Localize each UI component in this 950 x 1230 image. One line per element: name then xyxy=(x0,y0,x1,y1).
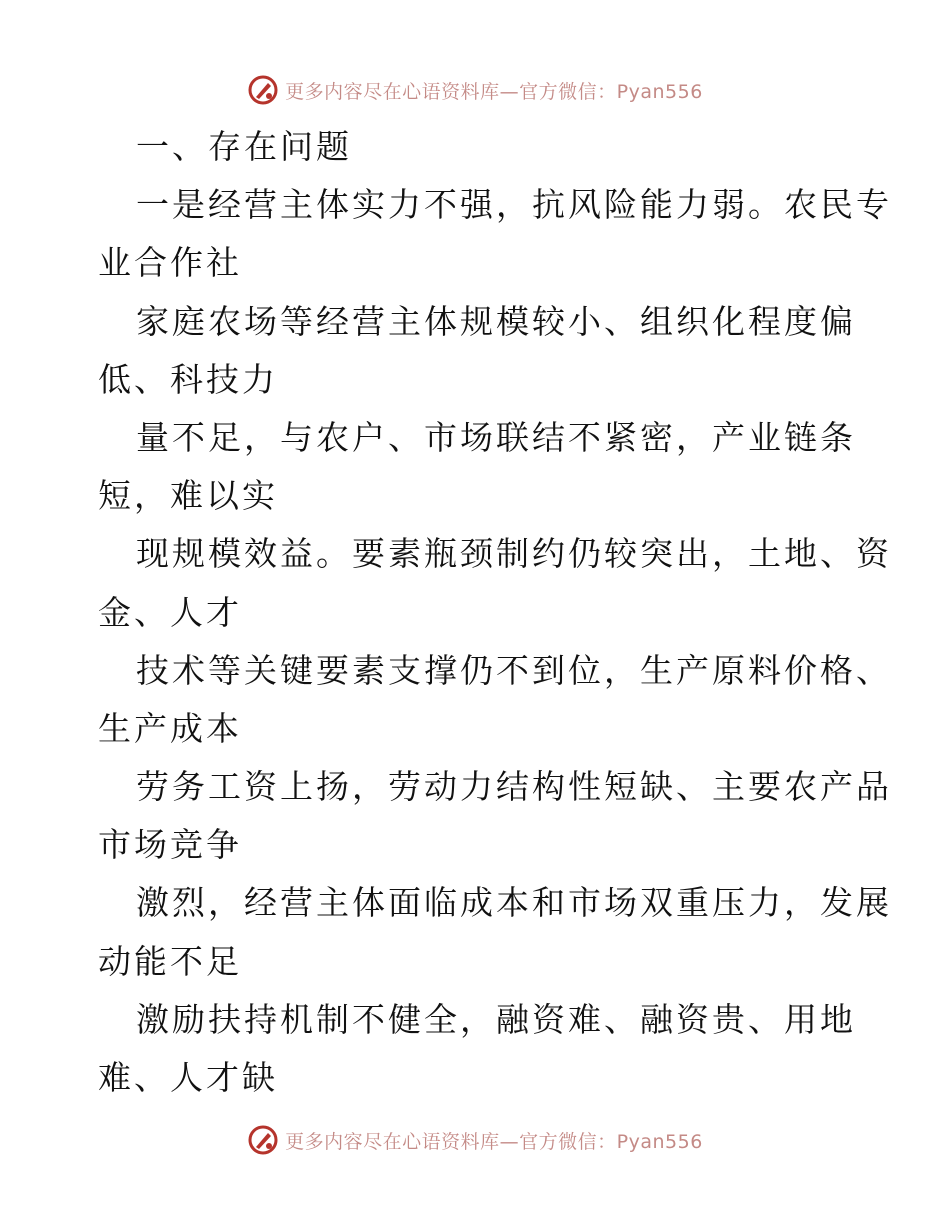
paragraph-line: 家庭农场等经营主体规模较小、组织化程度偏 xyxy=(136,301,856,341)
paragraph-line: 现规模效益。要素瓶颈制约仍较突出，土地、资 xyxy=(136,534,892,574)
paragraph-line: 金、人才 xyxy=(98,592,242,632)
paragraph-line: 难、人才缺 xyxy=(98,1058,278,1097)
pen-logo-icon xyxy=(247,1124,279,1156)
paragraph-line: 生产成本 xyxy=(98,708,242,748)
pen-logo-icon xyxy=(247,74,279,106)
header-banner-text: 更多内容尽在心语资料库—官方微信：Pyan556 xyxy=(285,80,703,103)
paragraph-line: 量不足，与农户、市场联结不紧密，产业链条 xyxy=(136,417,856,457)
footer-banner-text: 更多内容尽在心语资料库—官方微信：Pyan556 xyxy=(285,1130,703,1153)
paragraph-line: 动能不足 xyxy=(98,941,242,981)
section-heading: 一、存在问题 xyxy=(136,127,352,166)
paragraph-line: 市场竞争 xyxy=(98,825,242,865)
paragraph-line: 劳务工资上扬，劳动力结构性短缺、主要农产品 xyxy=(136,767,892,807)
paragraph-line: 技术等关键要素支撑仍不到位，生产原料价格、 xyxy=(136,650,892,690)
paragraph-line: 一是经营主体实力不强，抗风险能力弱。农民专 xyxy=(136,185,892,225)
paragraph-line: 激励扶持机制不健全，融资难、融资贵、用地 xyxy=(136,999,856,1039)
paragraph-line: 激烈，经营主体面临成本和市场双重压力，发展 xyxy=(136,883,892,923)
footer-banner xyxy=(0,1120,950,1160)
document-body xyxy=(98,118,892,1107)
header-banner xyxy=(0,70,950,110)
paragraph-line: 短，难以实 xyxy=(98,476,278,516)
paragraph-line: 业合作社 xyxy=(98,243,242,283)
paragraph-line: 低、科技力 xyxy=(98,359,278,399)
